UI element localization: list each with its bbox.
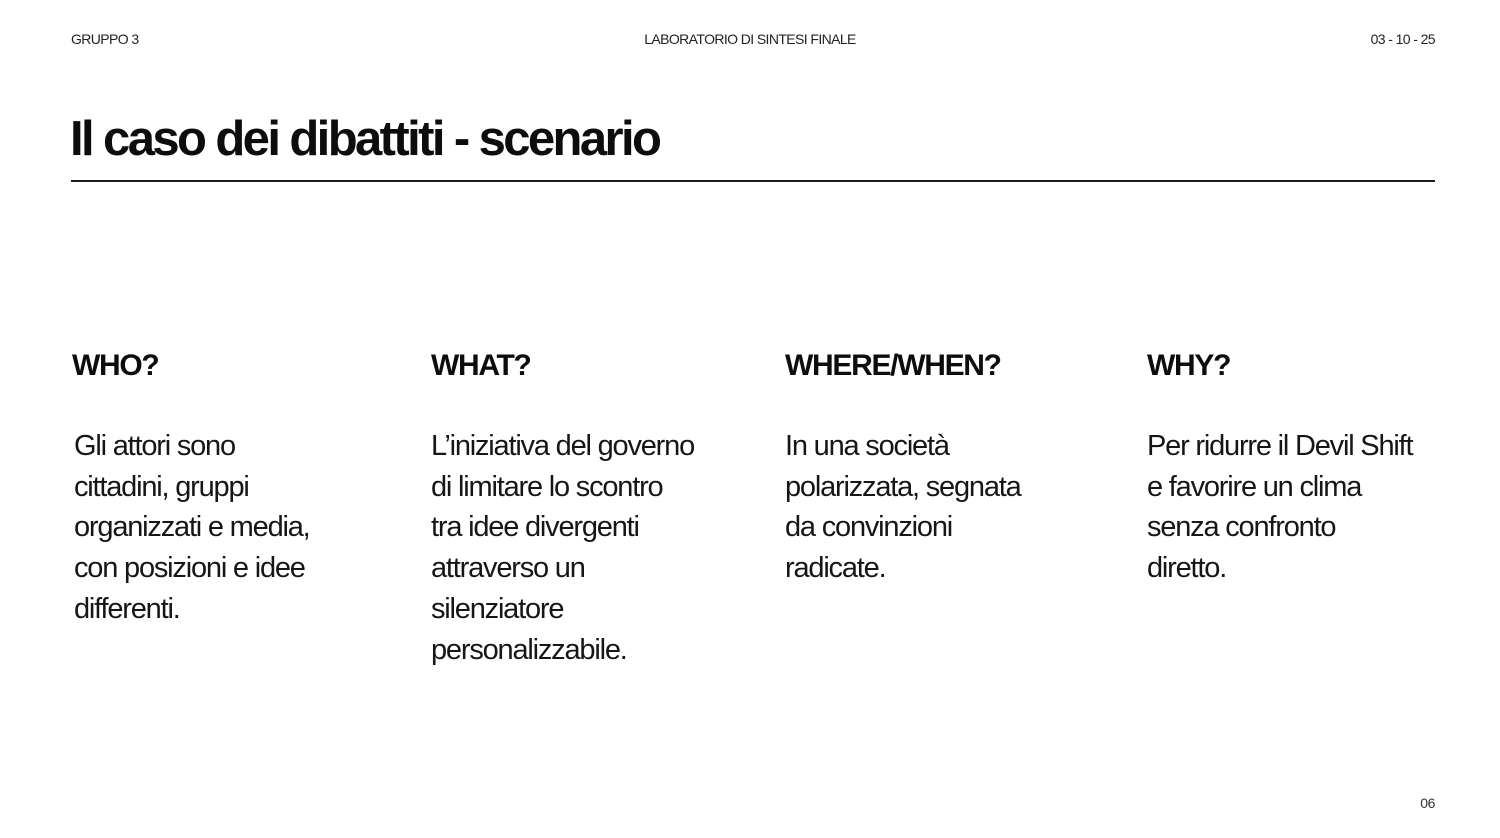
column-what <box>431 348 751 666</box>
column-where-when <box>785 348 1105 585</box>
column-body-what: L’iniziativa del governo di limitare lo scontro tra idee divergenti attraverso un silenziatore personalizzabile. <box>431 430 694 666</box>
column-heading-where-when: WHERE/WHEN? <box>785 349 1001 382</box>
header-group-label: GRUPPO 3 <box>71 31 139 47</box>
column-why <box>1147 348 1467 585</box>
column-body-who: Gli attori sono cittadini, gruppi organizzati e media, con posizioni e idee differenti. <box>74 430 310 625</box>
column-heading-who: WHO? <box>72 349 159 382</box>
column-who <box>72 348 392 625</box>
column-heading-what: WHAT? <box>431 349 531 382</box>
column-body-where-when: In una società polarizzata, segnata da convinzioni radicate. <box>785 430 1021 585</box>
page-number: 06 <box>1420 795 1435 811</box>
header-course-label: LABORATORIO DI SINTESI FINALE <box>644 31 856 47</box>
column-body-why: Per ridurre il Devil Shift e favorire un clima senza confronto diretto. <box>1147 430 1413 585</box>
slide-title: Il caso dei dibattiti - scenario <box>70 112 660 166</box>
column-heading-why: WHY? <box>1147 349 1231 382</box>
header-date: 03 - 10 - 25 <box>1370 31 1435 47</box>
title-divider <box>71 180 1435 182</box>
